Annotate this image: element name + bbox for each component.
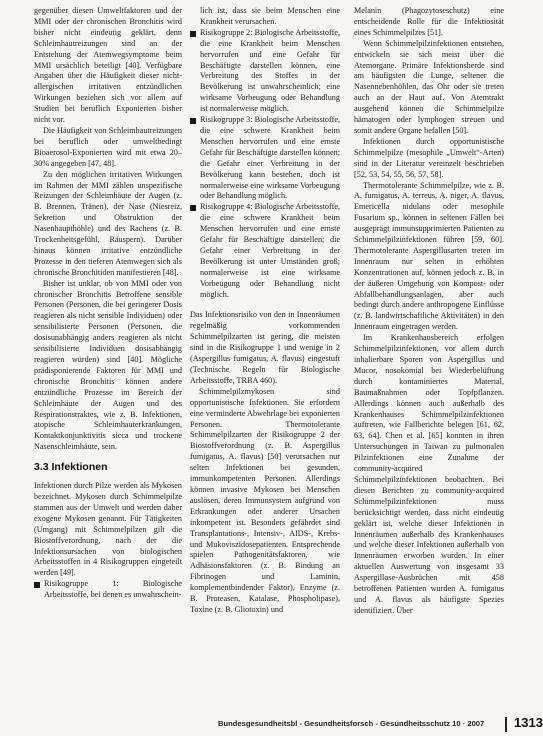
list-item-text: Risikogruppe 4: Biologische Arbeitsstoffe, die eine schwere Krankheit beim Menschen hervorrufen und eine ernste Gefahr für Beschäftigte darstellen; die Gefahr einer Verbreitung in der Bevölkerung ist unter Umständen groß; normalerweise ist eine wirksame Vorbeugung oder Behandlung nicht möglich. [200, 202, 340, 299]
risk-group-list [190, 28, 340, 301]
bullet-square-icon [190, 118, 196, 124]
paragraph: Schimmelpilzmykosen sind opportunistische Infektionen. Sie erfordern eine verminderte Abwehrlage bei exponierten Personen. Thermotolerante Schimmelpilzarten der Risikogruppe 2 der Biostoffverordnung (z. B. Aspergillus fumigatus, A. flavus) [50] verursachen nur selten Infektionen bei gesunden, immunkompetenten Personen. Allerdings können invasive Mykosen bei Menschen auslösen, deren Immunsystem aufgrund von Erkrankungen oder anderer Ursachen inkompetent ist. Besonders gefährdet sind Transplantations-, Intensiv-, AIDS-, Krebs- und Mukoviszidosepatienten. Entsprechende spielen Pathogenitätsfaktoren, wie Adhäsionsfaktoren (z. B. Bindung an Fibrinogen und Laminin, komplementbindender Faktor), Enzyme (z. B. Proteasen, Katalase, Phospholipase), Toxine (z. B. Gliotoxin) und [190, 386, 340, 614]
list-continuation: lich ist, dass sie beim Menschen eine Krankheit verursachen. [200, 6, 340, 26]
paragraph: Bisher ist unklar, ob von MMI oder von chronischer Bronchitis Betroffene sensible Personen (Personen, die bei geringerer Dosis reagieren als nicht sensible Individuen) oder sensibilisierte Personen (Personen, die dosisunabhängig anders reagieren als nicht sensibilisierte Individuen dosisabhängig reagieren würden) sind [40]. Mögliche prädisponierende Faktoren für MMI und chronische Bronchitis können andere entzündliche Prozesse im Bereich der Schleimhäute der Augen und des Respirationstraktes, wie z. B. Infektionen, atopische Schleimhauterkrankungen, Kontaktkonjunktivitis sicca und trockene Nasenschleimhäute, sein. [34, 278, 182, 452]
paragraph: Infektionen durch opportunistische Schimmelpilze (mesophile „Umwelt“-Arten) sind in der Literatur vereinzelt beschrieben [52, 53, 54, 55, 56, 57, 58]. [354, 136, 504, 179]
footer-divider [505, 717, 507, 732]
list-item-text: Risikogruppe 1: Biologische Arbeitsstoffe, bei denen es unwahrschein- [44, 579, 182, 600]
section-heading: 3.3 Infektionen [34, 461, 108, 474]
text-column-1 [34, 6, 182, 601]
journal-citation: Bundesgesundheitsbl - Gesundheitsforsch - Gesundheitsschutz 10 · 2007 [218, 719, 485, 728]
bullet-square-icon [190, 205, 196, 211]
paragraph: Wenn Schimmelpilzinfektionen entstehen, entwickeln sie sich meist über die Atemorgane. Primäre Infektionsherde sind am häufigsten die Lunge, seltener die Nasennebenhöhlen, das Ohr oder sie treten auch an der Haut auf. Von Atemtrakt ausgehend können die Schimmelpilze hämatogen oder lymphogen streuen und somit andere Organe befallen [50]. [354, 38, 504, 135]
paragraph: Das Infektionsrisiko von den in Innenräumen regelmäßig vorkommenden Schimmelpilzarten ist gering, die meisten sind in die Risikogruppe 1 und wenige in 2 (Aspergillus fumigatus, A. flavus) eingestuft (Technische Regeln für Biologische Arbeitsstoffe, TRBA 460). [190, 310, 340, 385]
paragraph: Im Krankenhausbereich erfolgen Schimmelpilzinfektionen, vor allem durch inhalierbare Sporen von Aspergillus und Mucor, nosokomial bei Wiederbelüftung durch kontaminiertes Material, Baumaßnahmen oder Topfpflanzen. Allerdings können auch außerhalb des Krankenhauses Schimmelpilzinfektionen auftreten, wie Fallberichte belegen [61, 62, 63, 64]. Chen et al. [65] konnten in ihren Untersuchungen in Taiwan zu pulmonalen Pilzinfektionen eine Zunahme der community-acquired Schimmelpilzinfektionen beobachten. Bei diesen Berichten zu community-acquired Schimmelpilzinfektionen muss berücksichtigt werden, dass nicht eindeutig geklärt ist, welche dieser Infektionen in Innenräumen außerhalb des Krankenhauses und welche dieser Infektionen außerhalb von Innenräumen erworben wurden. In einer aktuellen Auswertung von insgesamt 33 Aspergillose-Ausbrüchen mit 458 betroffenen Patienten wurden A. fumigatus und A. flavus als häufigste Spezies identifiziert. Über [354, 333, 504, 615]
list-item [190, 28, 340, 115]
list-item-text: Risikogruppe 2: Biologische Arbeitsstoffe, die eine Krankheit beim Menschen hervorrufen und eine Gefahr für Beschäftigte darstellen können, eine Verbreitung des Stoffes in der Bevölkerung ist unwahrscheinlich; eine wirksame Vorbeugung oder Behandlung ist normalerweise möglich. [200, 27, 340, 114]
text-column-3 [354, 6, 504, 617]
paragraph: Infektionen durch Pilze werden als Mykosen bezeichnet. Mykosen durch Schimmelpilze stammen aus der Umwelt und werden daher exogene Mykosen genannt. Für Tätigkeiten (Umgang) mit Schimmelpilzen gilt die Biostoffverordnung, nach der die Infektionsursachen von biologischen Arbeitsstoffen in 4 Risikogruppen eingeteilt werden [49]. [34, 481, 182, 578]
bullet-square-icon [190, 31, 196, 37]
paragraph: Zu den möglichen irritativen Wirkungen im Rahmen der MMI zählen unspezifische Reizungen der Schleimhäute der Augen (z. B. Brennen, Tränen), der Nase (Niesreiz, Sekretion und Obstruktion der Nasenhaupthöhle) und des Rachens (z. B. Trockenheitsgefühl, Räuspern). Darüber hinaus können irritative entzündliche Prozesse in den tieferen Atemwegen sich als chronische Bronchitiden manifestieren [48]. [34, 169, 182, 277]
bullet-square-icon [34, 582, 40, 588]
list-item [190, 202, 340, 300]
paragraph: gegenüber diesen Umweltfaktoren und der MMI oder der chronischen Bronchitis wird bisher nicht eindeutig geklärt, denn Schleimhautreizungen sind an der Entstehung der Atemwegsymptome beim MMI ursächlich beteiligt [40]. Verfügbare Angaben über die Häufigkeit dieser nicht-allergischen irritativen entzündlichen Wirkungen beziehen sich vor allem auf Studien bei beruflich Exponierten bisher nicht vor. [34, 6, 182, 125]
text-column-2 [190, 6, 340, 616]
paragraph: Melanin (Phagozytoseschutz) eine entscheidende Rolle für die Infektiosität eines Schimmelpilzes [51]. [354, 6, 504, 37]
list-item-text: Risikogruppe 3: Biologische Arbeitsstoffe, die eine schwere Krankheit beim Menschen hervorrufen und eine ernste Gefahr für Beschäftigte darstellen können; die Gefahr einer Verbreitung in der Bevölkerung kann bestehen, doch ist normalerweise eine wirksame Vorbeugung oder Behandlung möglich. [200, 115, 340, 201]
paragraph: Die Häufigkeit von Schleimhautreizungen bei beruflich oder umweltbedingt Bioaerosol-Exponierten wird mit etwa 20–30% angegeben [47, 48]. [34, 125, 182, 168]
page-number: 1313 [514, 715, 543, 730]
paragraph: Thermotolerante Schimmelpilze, wie z. B. A. fumigatus, A. terreus, A. niger, A. flavus, Emericella nidulans oder mesophile Fusarium sp., können in seltenen Fällen bei ausgeprägt immunsupprimierten Patienten zu Schimmelpilzinfektionen führen [59, 60]. Thermotolerante Aspergillusarten treten im Innenraum nur selten in erhöhten Konzentrationen auf, können jedoch z. B. in der äußeren Umgebung von Kompost- oder Abfallbehandlungsanlagen, aber auch bedingt durch andere anthropogene Einflüsse (z. B. landwirtschaftliche Aktivitäten) in den Innenraum eingetragen werden. [354, 180, 504, 332]
list-item [190, 115, 340, 202]
risk-group-list [34, 579, 182, 601]
page-footer [0, 715, 543, 733]
list-item [34, 579, 182, 601]
